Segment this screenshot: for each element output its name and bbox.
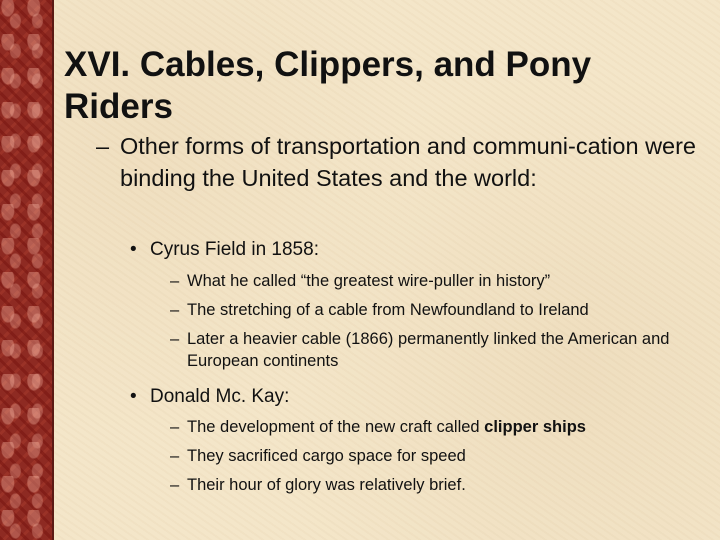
bullet-marker: • [130, 386, 137, 407]
dash-marker: – [170, 447, 180, 465]
list-item-text: The development of the new craft called [187, 418, 485, 436]
main-point-text: Other forms of transportation and communi-cation were binding the United States and the world: [120, 133, 697, 191]
subpoint-text: Donald Mc. Kay: [150, 386, 290, 407]
list-item-text: They sacrificed cargo space for speed [187, 447, 466, 465]
subpoint-donald-mckay [130, 384, 690, 410]
bullet-marker: • [130, 239, 137, 260]
list-item-text: The stretching of a cable from Newfoundland to Ireland [187, 301, 589, 319]
dash-marker: – [170, 301, 180, 319]
dash-marker: – [170, 476, 180, 494]
subpoint-cyrus-field [130, 237, 690, 263]
dash-marker: – [96, 133, 110, 159]
list-item-text: Later a heavier cable (1866) permanently linked the American and European continents [187, 330, 670, 370]
border-divider [52, 0, 54, 540]
list-item [170, 328, 687, 372]
dash-marker: – [170, 272, 180, 290]
main-point [96, 130, 710, 194]
slide-title: XVI. Cables, Clippers, and Pony Riders [64, 45, 592, 126]
list-item [170, 474, 687, 496]
dash-marker: – [170, 418, 180, 436]
subpoint-text: Cyrus Field in 1858: [150, 239, 319, 260]
list-item [170, 299, 687, 321]
list-item-text: What he called “the greatest wire-puller in history” [187, 272, 551, 290]
dash-marker: – [170, 330, 180, 348]
list-item [170, 416, 687, 438]
list-item [170, 445, 687, 467]
emphasis-text: clipper ships [484, 418, 586, 436]
list-item [170, 270, 687, 292]
decorative-border [0, 0, 52, 540]
list-item-text: Their hour of glory was relatively brief. [187, 476, 466, 494]
